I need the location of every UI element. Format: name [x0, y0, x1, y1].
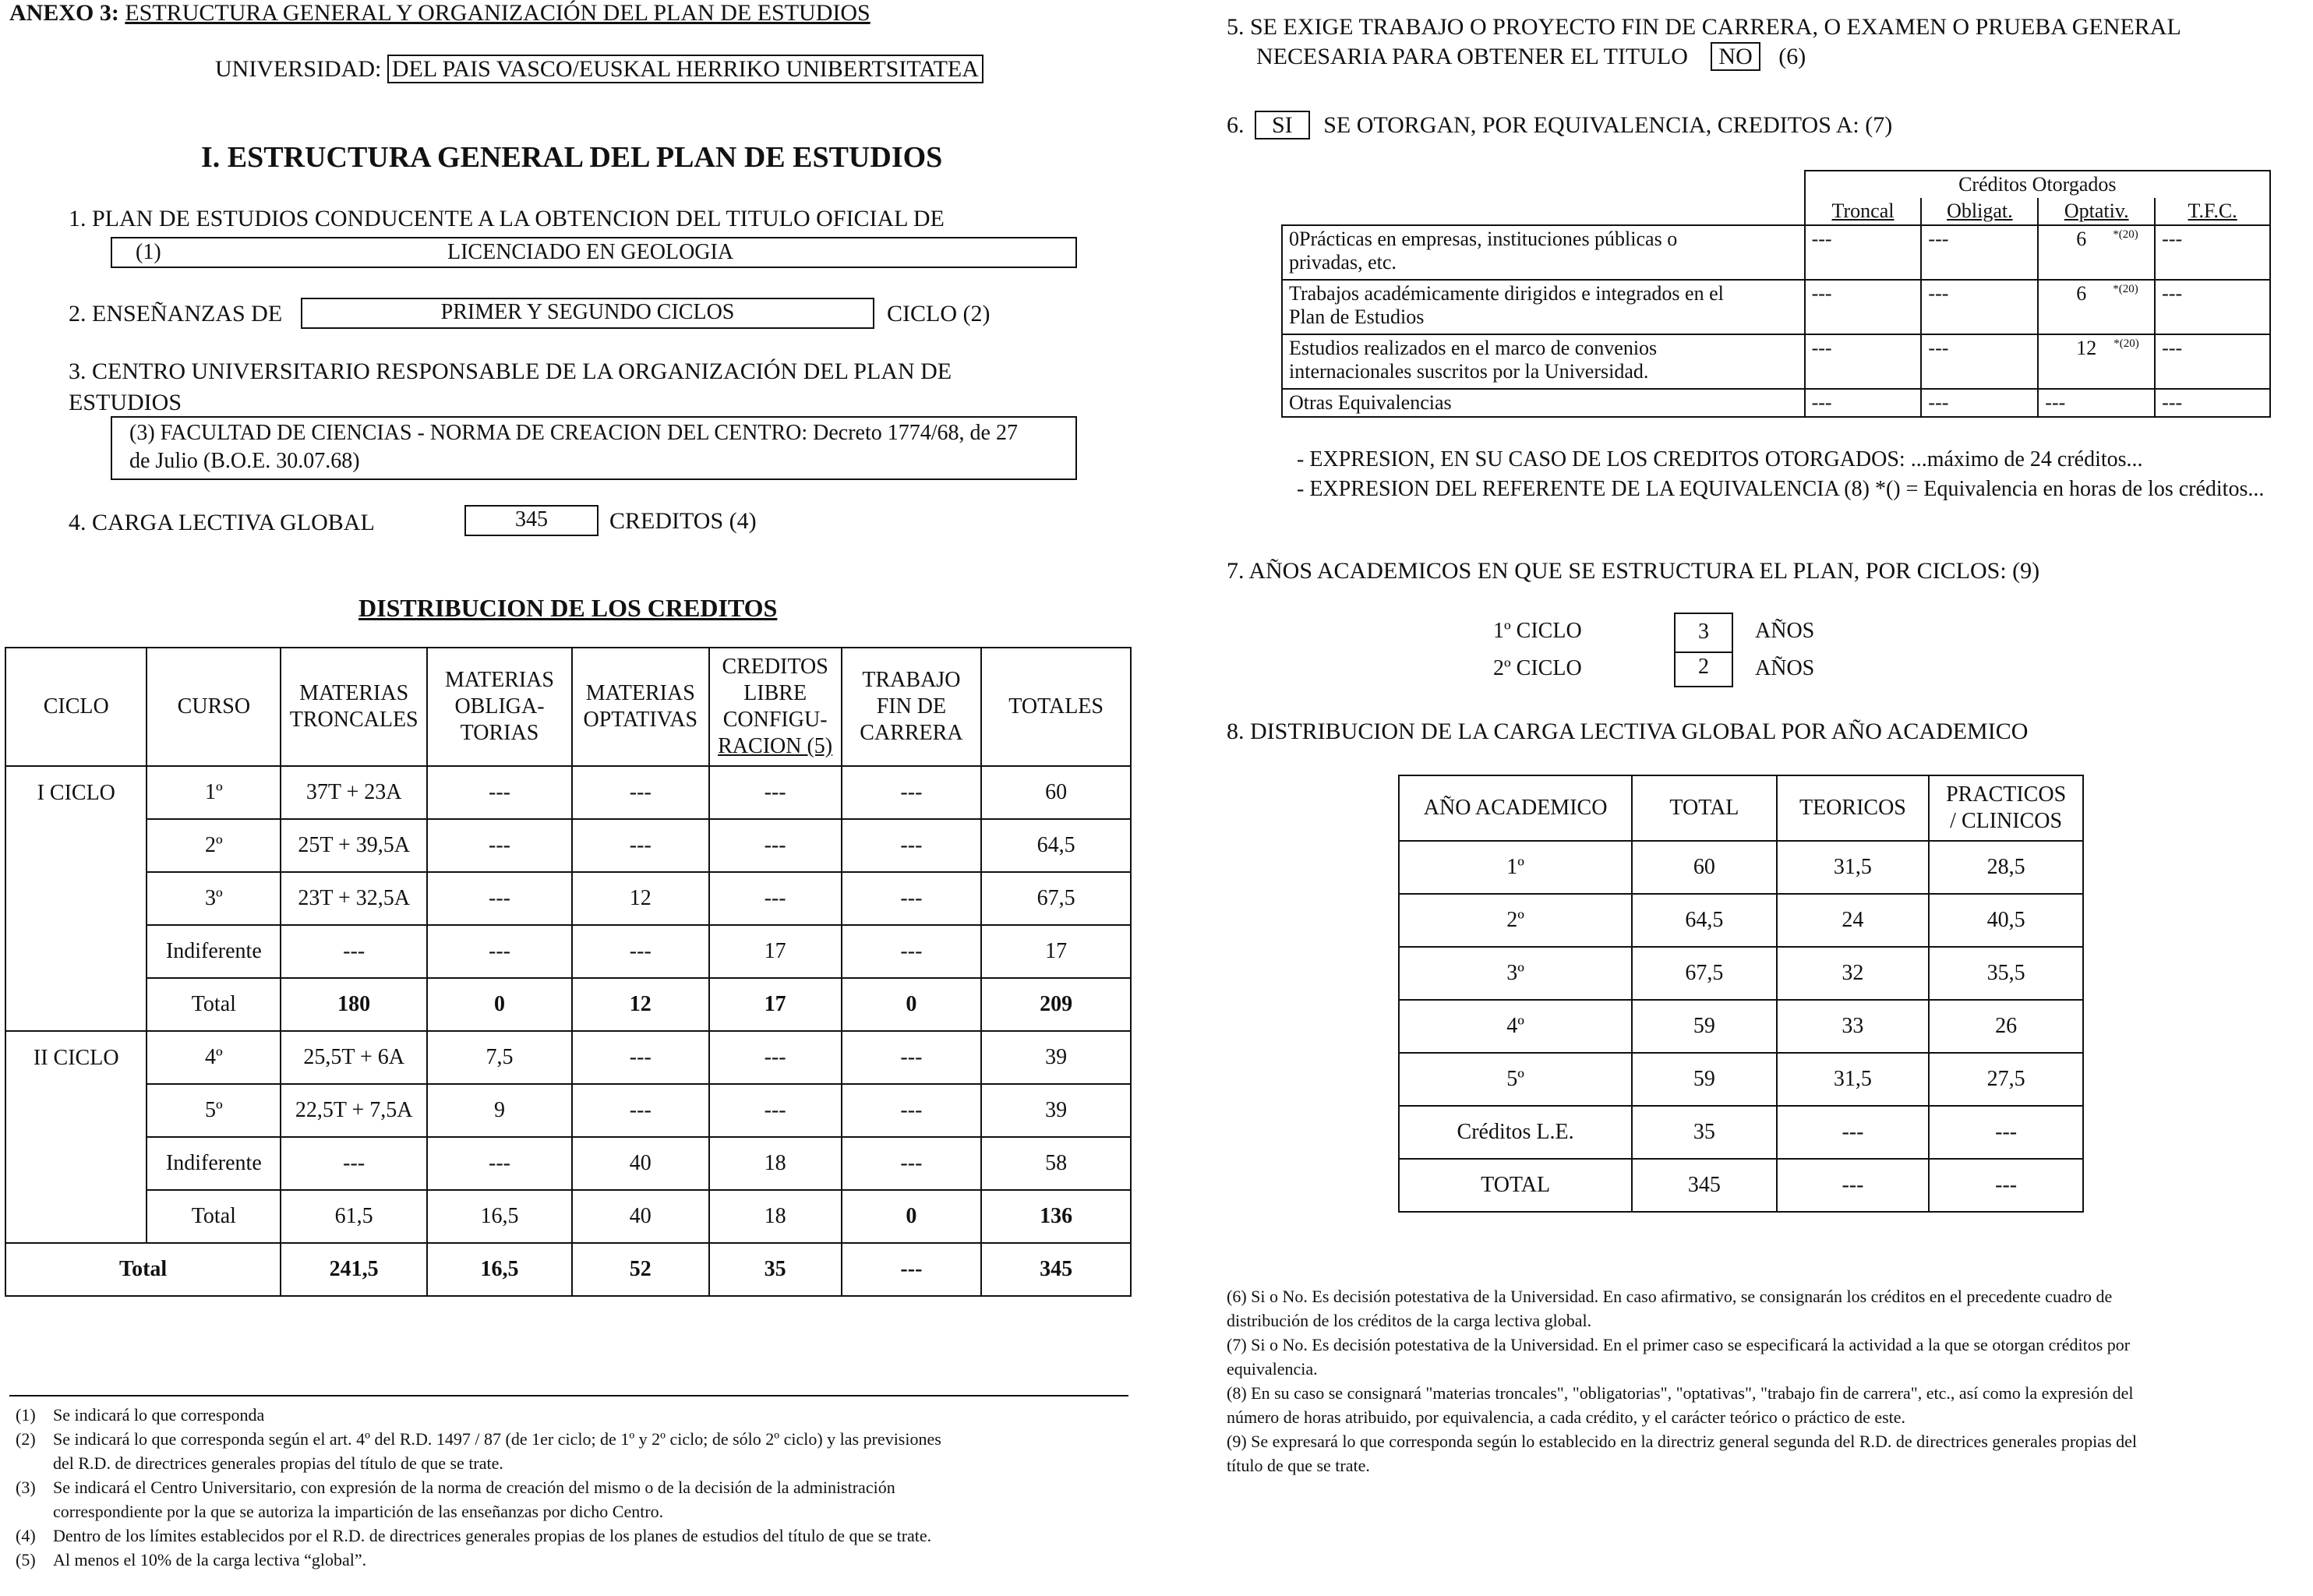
cell: 0	[427, 978, 572, 1031]
cell: ---	[1805, 389, 1922, 417]
cell: 35	[1632, 1106, 1776, 1159]
cell	[1282, 198, 1805, 225]
table-row	[1282, 280, 2270, 334]
cell: 6 $^{*(20)}$	[2038, 280, 2155, 334]
item6-value: SI	[1255, 111, 1310, 139]
item7-unit-2: AÑOS	[1755, 656, 1815, 680]
cell: Total	[5, 1243, 281, 1296]
cell: Indiferente	[147, 1137, 281, 1190]
cell: 2º	[1399, 894, 1632, 947]
cell: ---	[2155, 334, 2270, 389]
universidad-value: DEL PAIS VASCO/EUSKAL HERRIKO UNIBERTSITATEA	[387, 55, 983, 83]
cell: ---	[709, 1084, 842, 1137]
cell: 40	[572, 1137, 709, 1190]
universidad-label: UNIVERSIDAD:	[215, 56, 382, 82]
cell: ---	[572, 1031, 709, 1084]
cell: Trabajos académicamente dirigidos e integrados en el Plan de Estudios	[1282, 280, 1805, 334]
item7-ciclo2-value: 2	[1674, 650, 1733, 687]
cell: ---	[842, 819, 982, 872]
cell: 25T + 39,5A	[281, 819, 427, 872]
col-troncal: Troncal	[1805, 198, 1922, 225]
cell: ---	[427, 1137, 572, 1190]
cell: ---	[842, 1031, 982, 1084]
item5-line1: 5. SE EXIGE TRABAJO O PROYECTO FIN DE CARRERA, O EXAMEN O PRUEBA GENERAL	[1227, 14, 2181, 40]
item2-label: 2. ENSEÑANZAS DE	[69, 301, 283, 327]
item8-label: 8. DISTRIBUCION DE LA CARGA LECTIVA GLOBAL POR AÑO ACADEMICO	[1227, 719, 2029, 744]
footnote-divider	[9, 1395, 1128, 1396]
item7-unit-1: AÑOS	[1755, 619, 1815, 643]
cell: 1º	[1399, 841, 1632, 894]
table-row	[1399, 894, 2083, 947]
cell: ---	[427, 872, 572, 925]
hdr-ciclo: CICLO	[5, 648, 147, 766]
cell: ---	[842, 766, 982, 819]
cell: 39	[981, 1084, 1131, 1137]
hdr-curso: CURSO	[147, 648, 281, 766]
hdr-tfc: TRABAJO FIN DE CARRERA	[842, 648, 982, 766]
cell: 16,5	[427, 1190, 572, 1243]
item3-value-1: (3) FACULTAD DE CIENCIAS - NORMA DE CREACION DEL CENTRO: Decreto 1774/68, de 27	[129, 421, 1018, 445]
footnote: (7) Si o No. Es decisión potestativa de la Universidad. En el primer caso se especificará la actividad a la que se otorgan créditos por	[1227, 1335, 2131, 1354]
cell: 209	[981, 978, 1131, 1031]
cell: ---	[572, 1084, 709, 1137]
cell: 67,5	[981, 872, 1131, 925]
cell: ---	[281, 925, 427, 978]
item3-label-2: ESTUDIOS	[69, 390, 182, 415]
cell: 35,5	[1929, 947, 2083, 1000]
table-row	[1282, 389, 2270, 417]
hdr-obligatorias: MATERIAS OBLIGA- TORIAS	[427, 648, 572, 766]
cred-note-2: - EXPRESION DEL REFERENTE DE LA EQUIVALENCIA (8) *() = Equivalencia en horas de los créditos...	[1297, 477, 2265, 501]
cell: ---	[1805, 334, 1922, 389]
carga-table	[1398, 775, 2084, 1213]
cell: Total	[147, 978, 281, 1031]
cell: 17	[981, 925, 1131, 978]
universidad-row	[215, 56, 983, 83]
cell: 25,5T + 6A	[281, 1031, 427, 1084]
item5-line2-row	[1256, 44, 1806, 70]
footnote: distribución de los créditos de la carga lectiva global.	[1227, 1311, 1592, 1330]
cell: ---	[1777, 1159, 1930, 1212]
cell: 40	[572, 1190, 709, 1243]
cell: 17	[709, 978, 842, 1031]
table-row	[1399, 1000, 2083, 1053]
table-row	[5, 766, 1131, 819]
item5-line2: NECESARIA PARA OBTENER EL TITULO	[1256, 44, 1688, 69]
ciclo1-label: I CICLO	[5, 766, 147, 978]
cell: 23T + 32,5A	[281, 872, 427, 925]
cell: 35	[709, 1243, 842, 1296]
cell: 31,5	[1777, 1053, 1930, 1106]
item4-label: 4. CARGA LECTIVA GLOBAL	[69, 510, 375, 535]
table-row	[5, 1031, 1131, 1084]
cell: 59	[1632, 1000, 1776, 1053]
hdr-practicos: PRACTICOS / CLINICOS	[1929, 775, 2083, 841]
col-tfc: T.F.C.	[2155, 198, 2270, 225]
cell: ---	[842, 925, 982, 978]
cell: Créditos L.E.	[1399, 1106, 1632, 1159]
cell: 4º	[147, 1031, 281, 1084]
footnote: (4) Dentro de los límites establecidos por el R.D. de directrices generales propias de los planes de estudios del título de que se trate.	[16, 1526, 932, 1545]
hdr-libre: CREDITOS LIBRE CONFIGU- RACION (5)	[709, 648, 842, 766]
cell: ---	[572, 819, 709, 872]
table-row	[5, 925, 1131, 978]
cell: TOTAL	[1399, 1159, 1632, 1212]
cell: 12	[572, 872, 709, 925]
item1-box	[111, 237, 1077, 268]
cell: ---	[1921, 225, 2038, 280]
item3-label-1: 3. CENTRO UNIVERSITARIO RESPONSABLE DE LA ORGANIZACIÓN DEL PLAN DE	[69, 358, 952, 384]
cell: Estudios realizados en el marco de convenios internacionales suscritos por la Universidad.	[1282, 334, 1805, 389]
cell: 1º	[147, 766, 281, 819]
cell: ---	[1805, 225, 1922, 280]
footnotes-right	[1227, 1284, 2310, 1478]
footnote-cont: correspondiente por la que se autoriza la impartición de las enseñanzas por dicho Centro.	[53, 1502, 664, 1521]
hdr-optativas: MATERIAS OPTATIVAS	[572, 648, 709, 766]
cell: 52	[572, 1243, 709, 1296]
cell: ---	[709, 819, 842, 872]
anexo-heading: ANEXO 3: ESTRUCTURA GENERAL Y ORGANIZACIÓN DEL PLAN DE ESTUDIOS	[9, 0, 870, 26]
table-row	[1399, 1106, 2083, 1159]
table-row	[1399, 947, 2083, 1000]
cell: ---	[1777, 1106, 1930, 1159]
hdr-troncales: MATERIAS TRONCALES	[281, 648, 427, 766]
table-row	[1399, 1159, 2083, 1212]
cell: 7,5	[427, 1031, 572, 1084]
cred-note-1: - EXPRESION, EN SU CASO DE LOS CREDITOS OTORGADOS: ...máximo de 24 créditos...	[1297, 447, 2143, 471]
item4-value: 345	[464, 505, 599, 536]
footnote: (5) Al menos el 10% de la carga lectiva “global”.	[16, 1550, 367, 1570]
ciclo2-total-row	[5, 1190, 1131, 1243]
footnote: (9) Se expresará lo que corresponda según lo establecido en la directriz general segunda del R.D. de directrices generales propias del	[1227, 1432, 2137, 1451]
ciclo1-total-row	[5, 978, 1131, 1031]
cell: 22,5T + 7,5A	[281, 1084, 427, 1137]
cell: 0	[842, 978, 982, 1031]
cell: ---	[281, 1137, 427, 1190]
hdr-teoricos: TEORICOS	[1777, 775, 1930, 841]
cell: 5º	[147, 1084, 281, 1137]
cell: ---	[427, 819, 572, 872]
cell: ---	[709, 766, 842, 819]
cell: Indiferente	[147, 925, 281, 978]
cell: ---	[2155, 389, 2270, 417]
footnote: (3) Se indicará el Centro Universitario, con expresión de la norma de creación del mismo o de la decisión de la administración	[16, 1478, 895, 1497]
item6-num: 6.	[1227, 112, 1245, 138]
cell: 5º	[1399, 1053, 1632, 1106]
cell: ---	[842, 1243, 982, 1296]
item2-suffix: CICLO (2)	[887, 301, 991, 327]
footnote: (1) Se indicará lo que corresponda	[16, 1405, 265, 1425]
footnote-cont: del R.D. de directrices generales propias del título de que se trate.	[53, 1453, 503, 1473]
item7-ciclo1: 1º CICLO	[1493, 619, 1582, 643]
col-optativ: Optativ.	[2038, 198, 2155, 225]
cell: ---	[2155, 280, 2270, 334]
footnotes-left	[16, 1403, 1138, 1572]
cell: 61,5	[281, 1190, 427, 1243]
cell: 40,5	[1929, 894, 2083, 947]
cred-group-header	[1282, 171, 2270, 198]
cell: 16,5	[427, 1243, 572, 1296]
item4-suffix: CREDITOS (4)	[609, 508, 757, 534]
cell: ---	[709, 872, 842, 925]
carga-header-row	[1399, 775, 2083, 841]
grand-total-row	[5, 1243, 1131, 1296]
item6-label: SE OTORGAN, POR EQUIVALENCIA, CREDITOS A: (7)	[1323, 112, 1893, 138]
footnote: equivalencia.	[1227, 1359, 1318, 1379]
cell: 136	[981, 1190, 1131, 1243]
cell: 18	[709, 1190, 842, 1243]
cell: 180	[281, 978, 427, 1031]
item7-ciclo1-value: 3	[1674, 613, 1733, 653]
cell: 2º	[147, 819, 281, 872]
cell: ---	[1805, 280, 1922, 334]
cell: 6 $^{*(20)}$	[2038, 225, 2155, 280]
cell: 3º	[147, 872, 281, 925]
item1-value: LICENCIADO EN GEOLOGIA	[447, 240, 734, 264]
cell: ---	[2155, 225, 2270, 280]
hdr-total: TOTAL	[1632, 775, 1776, 841]
cell: 67,5	[1632, 947, 1776, 1000]
col-obligat: Obligat.	[1921, 198, 2038, 225]
cell: ---	[427, 766, 572, 819]
cell: ---	[842, 1084, 982, 1137]
table-row	[5, 1084, 1131, 1137]
cell: Otras Equivalencias	[1282, 389, 1805, 417]
cell: 28,5	[1929, 841, 2083, 894]
cell: 24	[1777, 894, 1930, 947]
cell: 0	[842, 1190, 982, 1243]
cell	[5, 978, 147, 1031]
cell: 64,5	[1632, 894, 1776, 947]
cell: ---	[842, 872, 982, 925]
cell: 27,5	[1929, 1053, 2083, 1106]
item1-ref: (1)	[136, 240, 161, 264]
cell: 60	[981, 766, 1131, 819]
cell: 64,5	[981, 819, 1131, 872]
cell: 3º	[1399, 947, 1632, 1000]
table-row	[5, 872, 1131, 925]
cell: ---	[2038, 389, 2155, 417]
cell: 33	[1777, 1000, 1930, 1053]
cell: 12 $^{*(20)}$	[2038, 334, 2155, 389]
footnote: (8) En su caso se consignará "materias troncales", "obligatorias", "optativas", "trabajo fin de carrera", etc., así como la expresión del	[1227, 1383, 2134, 1403]
anexo-label: ANEXO 3	[9, 0, 111, 26]
cell: ---	[1921, 280, 2038, 334]
cred-col-headers	[1282, 198, 2270, 225]
table-row	[5, 819, 1131, 872]
cell: 58	[981, 1137, 1131, 1190]
cell	[1282, 171, 1805, 198]
item3-box	[111, 416, 1077, 480]
cell: ---	[1921, 334, 2038, 389]
anexo-title: ESTRUCTURA GENERAL Y ORGANIZACIÓN DEL PLAN DE ESTUDIOS	[125, 0, 870, 26]
table-row	[5, 1137, 1131, 1190]
cell: ---	[709, 1031, 842, 1084]
cell: 9	[427, 1084, 572, 1137]
table-row	[1399, 1053, 2083, 1106]
cell: 345	[1632, 1159, 1776, 1212]
item7-ciclo2: 2º CICLO	[1493, 656, 1582, 680]
item1-label: 1. PLAN DE ESTUDIOS CONDUCENTE A LA OBTENCION DEL TITULO OFICIAL DE	[69, 206, 945, 231]
cell: 18	[709, 1137, 842, 1190]
cell: 241,5	[281, 1243, 427, 1296]
hdr-anio: AÑO ACADEMICO	[1399, 775, 1632, 841]
cred-group-title: Créditos Otorgados	[1805, 171, 2270, 198]
cell: 0Prácticas en empresas, instituciones públicas o privadas, etc.	[1282, 225, 1805, 280]
cell: 32	[1777, 947, 1930, 1000]
cell: 59	[1632, 1053, 1776, 1106]
cell: 37T + 23A	[281, 766, 427, 819]
cell: ---	[842, 1137, 982, 1190]
cell: 31,5	[1777, 841, 1930, 894]
ciclo2-label: II CICLO	[5, 1031, 147, 1190]
cell	[5, 1190, 147, 1243]
cell: 345	[981, 1243, 1131, 1296]
cell: 17	[709, 925, 842, 978]
table-row	[1399, 841, 2083, 894]
item5-value: NO	[1711, 42, 1760, 71]
dist-header-row	[5, 648, 1131, 766]
hdr-totales: TOTALES	[981, 648, 1131, 766]
cell: 60	[1632, 841, 1776, 894]
cell: ---	[572, 925, 709, 978]
creditos-otorgados-table	[1281, 170, 2271, 418]
table-row	[1282, 225, 2270, 280]
item6-row	[1227, 112, 1892, 139]
footnote: (2) Se indicará lo que corresponda según el art. 4º del R.D. 1497 / 87 (de 1er ciclo; de 1º y 2º ciclo; de sólo 2º ciclo) y las previsiones	[16, 1429, 941, 1449]
cell: 12	[572, 978, 709, 1031]
cell: ---	[427, 925, 572, 978]
cell: ---	[1929, 1106, 2083, 1159]
cell: 39	[981, 1031, 1131, 1084]
footnote: número de horas atribuido, por equivalencia, a cada crédito, y el carácter teórico o práctico de este.	[1227, 1407, 1906, 1427]
item7-label: 7. AÑOS ACADEMICOS EN QUE SE ESTRUCTURA EL PLAN, POR CICLOS: (9)	[1227, 558, 2040, 584]
cell: ---	[1921, 389, 2038, 417]
cell: Total	[147, 1190, 281, 1243]
cell: ---	[1929, 1159, 2083, 1212]
item2-value: PRIMER Y SEGUNDO CICLOS	[301, 298, 874, 329]
item5-ref: (6)	[1778, 44, 1806, 69]
distribucion-table	[5, 647, 1132, 1297]
footnote: (6) Si o No. Es decisión potestativa de la Universidad. En caso afirmativo, se consignarán los créditos en el precedente cuadro de	[1227, 1287, 2113, 1306]
cell: 4º	[1399, 1000, 1632, 1053]
footnote: título de que se trate.	[1227, 1456, 1370, 1475]
section-title: I. ESTRUCTURA GENERAL DEL PLAN DE ESTUDIOS	[201, 141, 943, 174]
cell: ---	[572, 766, 709, 819]
item3-value-2: de Julio (B.O.E. 30.07.68)	[129, 449, 360, 473]
table-row	[1282, 334, 2270, 389]
cell: 26	[1929, 1000, 2083, 1053]
distribucion-title: DISTRIBUCION DE LOS CREDITOS	[358, 594, 778, 622]
